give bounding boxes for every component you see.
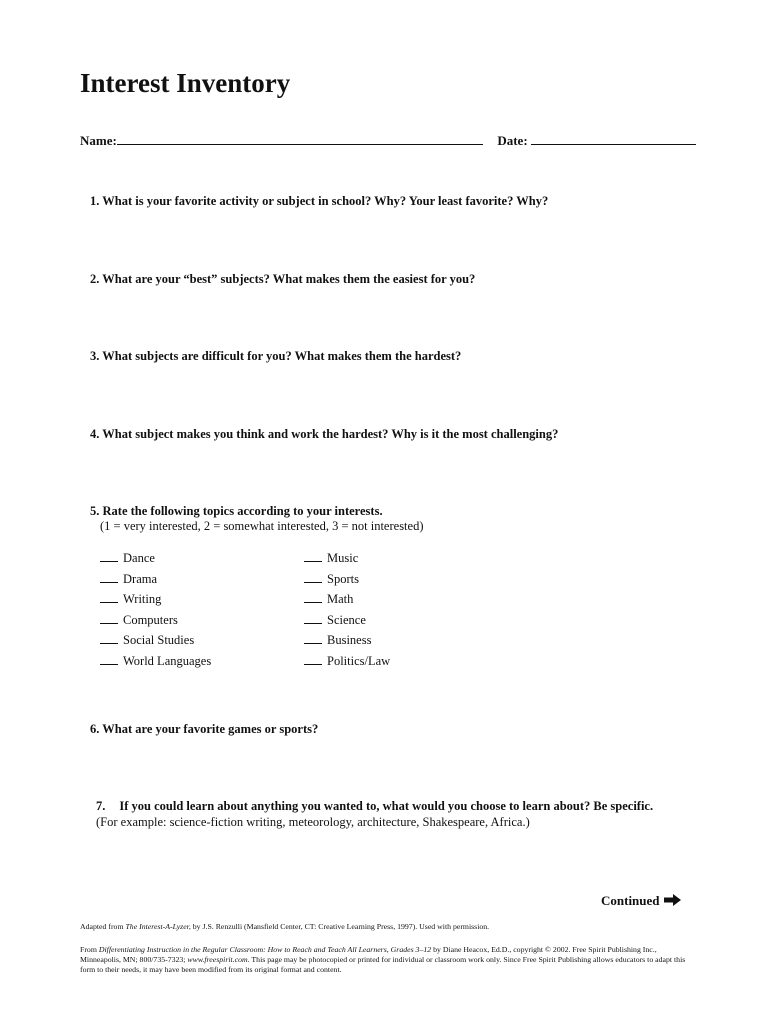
topic-label: Music bbox=[327, 551, 359, 565]
name-date-row bbox=[80, 132, 692, 149]
topic-item bbox=[100, 571, 211, 592]
rating-blank[interactable] bbox=[304, 550, 322, 562]
adapted-note: Adapted from The Interest-A-Lyzer, by J.S. Renzulli (Mansfield Center, CT: Creative Learning Press, 1997). Used with permission. bbox=[80, 922, 490, 931]
question-6: 6. What are your favorite games or sports? bbox=[90, 722, 319, 736]
book-title: Differentiating Instruction in the Regular Classroom: How to Reach and Teach All Learners, Grades 3–12 bbox=[98, 945, 432, 954]
question-5: 5. Rate the following topics according to your interests. bbox=[90, 504, 383, 518]
topic-label: Politics/Law bbox=[327, 653, 391, 668]
topic-label: Computers bbox=[123, 612, 178, 627]
topic-label: World Languages bbox=[123, 653, 212, 668]
rating-blank[interactable] bbox=[100, 550, 118, 562]
adapted-source-title: The Interest-A-Lyzer, bbox=[125, 922, 191, 931]
rating-blank[interactable] bbox=[100, 612, 118, 624]
topic-item bbox=[304, 653, 390, 674]
continued-text: Continued bbox=[601, 893, 660, 908]
topics-right-column bbox=[304, 550, 390, 674]
topic-label: Math bbox=[327, 592, 354, 607]
page-title: Interest Inventory bbox=[80, 68, 291, 98]
question-7 bbox=[90, 799, 653, 814]
copyright-note: From Differentiating Instruction in the Regular Classroom: How to Reach and Teach All Learners, Grades 3–12 by Diane Heacox, Ed.D., copyright © 2002. Free Spirit Publishing Inc., Minneapolis, MN; 800/735-7323; www.freespirit.com. This page may be photocopied or printed for individual or classroom work only. Since Free Spirit Publishing allows educators to adapt this form to their needs, it may have been modified from its original format and content. bbox=[80, 945, 686, 975]
rating-blank[interactable] bbox=[100, 632, 118, 644]
rating-blank[interactable] bbox=[304, 571, 322, 583]
topic-item bbox=[100, 612, 211, 633]
rating-blank[interactable] bbox=[100, 653, 118, 665]
question-3: 3. What subjects are difficult for you? What makes them the hardest? bbox=[90, 349, 462, 363]
topic-item bbox=[304, 612, 390, 633]
rating-blank[interactable] bbox=[304, 591, 322, 603]
topic-item bbox=[304, 591, 390, 612]
question-5-scale: (1 = very interested, 2 = somewhat interested, 3 = not interested) bbox=[100, 519, 424, 533]
date-label: Date: bbox=[497, 133, 528, 148]
topic-label: Writing bbox=[123, 592, 162, 607]
continued-label bbox=[601, 893, 681, 909]
rating-blank[interactable] bbox=[304, 653, 322, 665]
name-field-line[interactable] bbox=[117, 132, 483, 145]
topic-item bbox=[304, 550, 390, 571]
topic-item bbox=[100, 550, 211, 571]
rating-blank[interactable] bbox=[304, 632, 322, 644]
question-2: 2. What are your “best” subjects? What makes them the easiest for you? bbox=[90, 272, 476, 286]
question-4: 4. What subject makes you think and work the hardest? Why is it the most challenging? bbox=[90, 427, 559, 441]
topic-label: Science bbox=[327, 612, 366, 627]
website-link[interactable]: www.freespirit.com. bbox=[187, 955, 250, 965]
question-7-number: 7. bbox=[96, 799, 106, 813]
topic-item bbox=[100, 632, 211, 653]
arrow-right-icon bbox=[664, 894, 681, 906]
rating-blank[interactable] bbox=[100, 571, 118, 583]
date-field-line[interactable] bbox=[531, 132, 696, 145]
topic-label: Social Studies bbox=[123, 633, 195, 648]
rating-blank[interactable] bbox=[304, 612, 322, 624]
topic-label: Dance bbox=[123, 551, 155, 565]
rating-blank[interactable] bbox=[100, 591, 118, 603]
question-7-text: If you could learn about anything you wanted to, what would you choose to learn about? Be specific. bbox=[119, 799, 654, 813]
topic-item bbox=[304, 571, 390, 592]
topic-label: Business bbox=[327, 633, 372, 648]
topic-item bbox=[100, 653, 211, 674]
topics-left-column bbox=[100, 550, 211, 674]
topic-item bbox=[304, 632, 390, 653]
topic-label: Drama bbox=[123, 571, 158, 586]
name-label: Name: bbox=[80, 133, 117, 148]
topic-label: Sports bbox=[327, 571, 359, 586]
topic-item bbox=[100, 591, 211, 612]
question-1: 1. What is your favorite activity or subject in school? Why? Your least favorite? Why? bbox=[90, 194, 549, 208]
question-7-example: (For example: science-fiction writing, meteorology, architecture, Shakespeare, Africa.) bbox=[96, 815, 530, 829]
